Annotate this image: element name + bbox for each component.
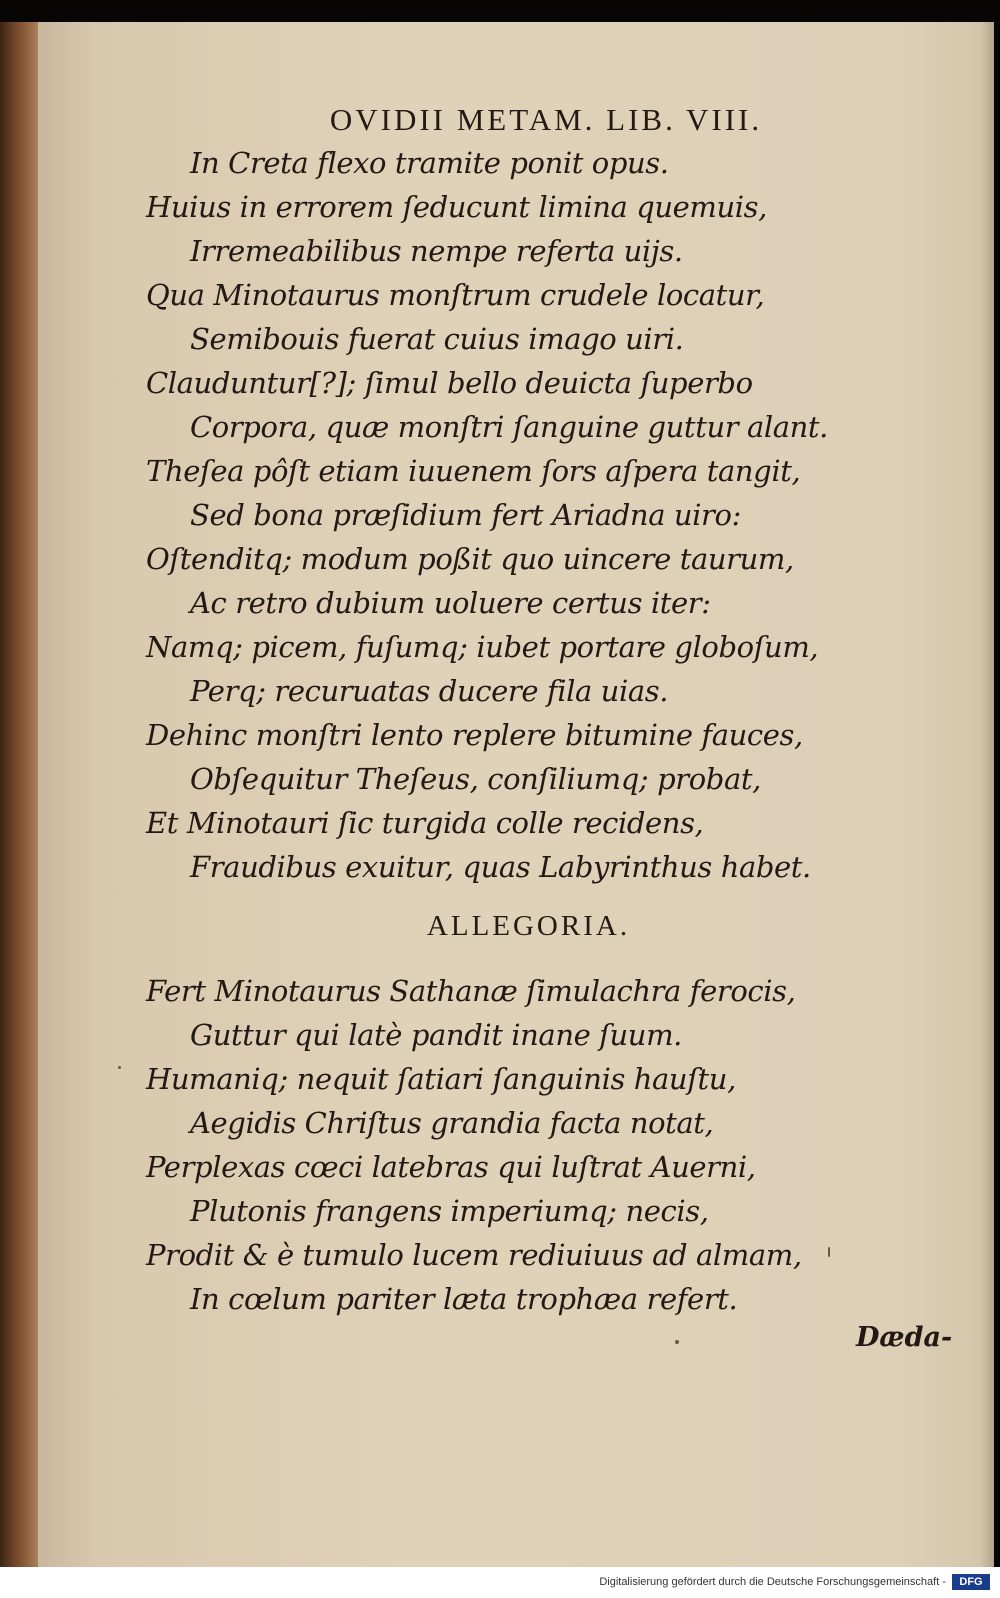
verse-line: Namq; picem, fuſumq; iubet portare globoſum, (146, 630, 819, 664)
allegoria-line: Humaniq; nequit ſatiari ſanguinis hauſtu, (146, 1062, 736, 1096)
allegoria-line: In cœlum pariter læta trophæa refert. (190, 1282, 738, 1316)
verse-line: Dehinc monſtri lento replere bitumine fauces, (146, 718, 803, 752)
verse-line: In Creta flexo tramite ponit opus. (190, 146, 669, 180)
digitization-footer (0, 1567, 1000, 1598)
allegoria-line: Plutonis frangens imperiumq; necis, (190, 1194, 709, 1228)
verse-line: Clauduntur[?]; ſimul bello deuicta ſuperbo (146, 366, 753, 400)
ink-speck (118, 1066, 121, 1069)
footer-credit: Digitalisierung gefördert durch die Deutsche Forschungsgemeinschaft - (599, 1576, 946, 1588)
book-page (38, 22, 994, 1567)
verse-line: Ac retro dubium uoluere certus iter: (190, 586, 711, 620)
allegoria-line: Aegidis Chriſtus grandia facta notat, (190, 1106, 714, 1140)
allegoria-line: Guttur qui latè pandit inane ſuum. (190, 1018, 682, 1052)
allegoria-line: Prodit & è tumulo lucem rediuiuus ad almam, (146, 1238, 802, 1272)
allegoria-line: Fert Minotaurus Sathanæ ſimulachra ferocis, (146, 974, 796, 1008)
verse-line: Et Minotauri ſic turgida colle recidens, (146, 806, 704, 840)
ink-speck (828, 1247, 830, 1257)
section-heading (38, 910, 994, 943)
running-head (38, 102, 994, 138)
book-spine (0, 22, 40, 1567)
page-edge-shadow (980, 22, 994, 1567)
section-heading-text: ALLEGORIA. (426, 910, 631, 942)
running-head-text: OVIDII METAM. LIB. VIII. (329, 102, 763, 137)
verse-line: Semibouis fuerat cuius imago uiri. (190, 322, 684, 356)
verse-line: Corpora, quæ monſtri ſanguine guttur alant. (190, 410, 829, 444)
ink-speck (675, 1340, 679, 1344)
dfg-logo: DFG (952, 1574, 990, 1590)
verse-line: Fraudibus exuitur, quas Labyrinthus habet. (190, 850, 811, 884)
verse-line: Irremeabilibus nempe referta uijs. (190, 234, 683, 268)
verse-line: Perq; recuruatas ducere fila uias. (190, 674, 669, 708)
verse-line: Obſequitur Theſeus, conſiliumq; probat, (190, 762, 761, 796)
verse-line: Huius in errorem ſeducunt limina quemuis, (146, 190, 767, 224)
verse-line: Qua Minotaurus monſtrum crudele locatur, (146, 278, 765, 312)
allegoria-line: Perplexas cœci latebras qui luſtrat Auerni, (146, 1150, 756, 1184)
verse-line: Oſtenditq; modum poßit quo uincere taurum, (146, 542, 794, 576)
catchword: Dæda- (856, 1322, 953, 1353)
verse-line: Theſea pôſt etiam iuuenem ſors aſpera tangit, (146, 454, 801, 488)
verse-line: Sed bona præſidium fert Ariadna uiro: (190, 498, 741, 532)
